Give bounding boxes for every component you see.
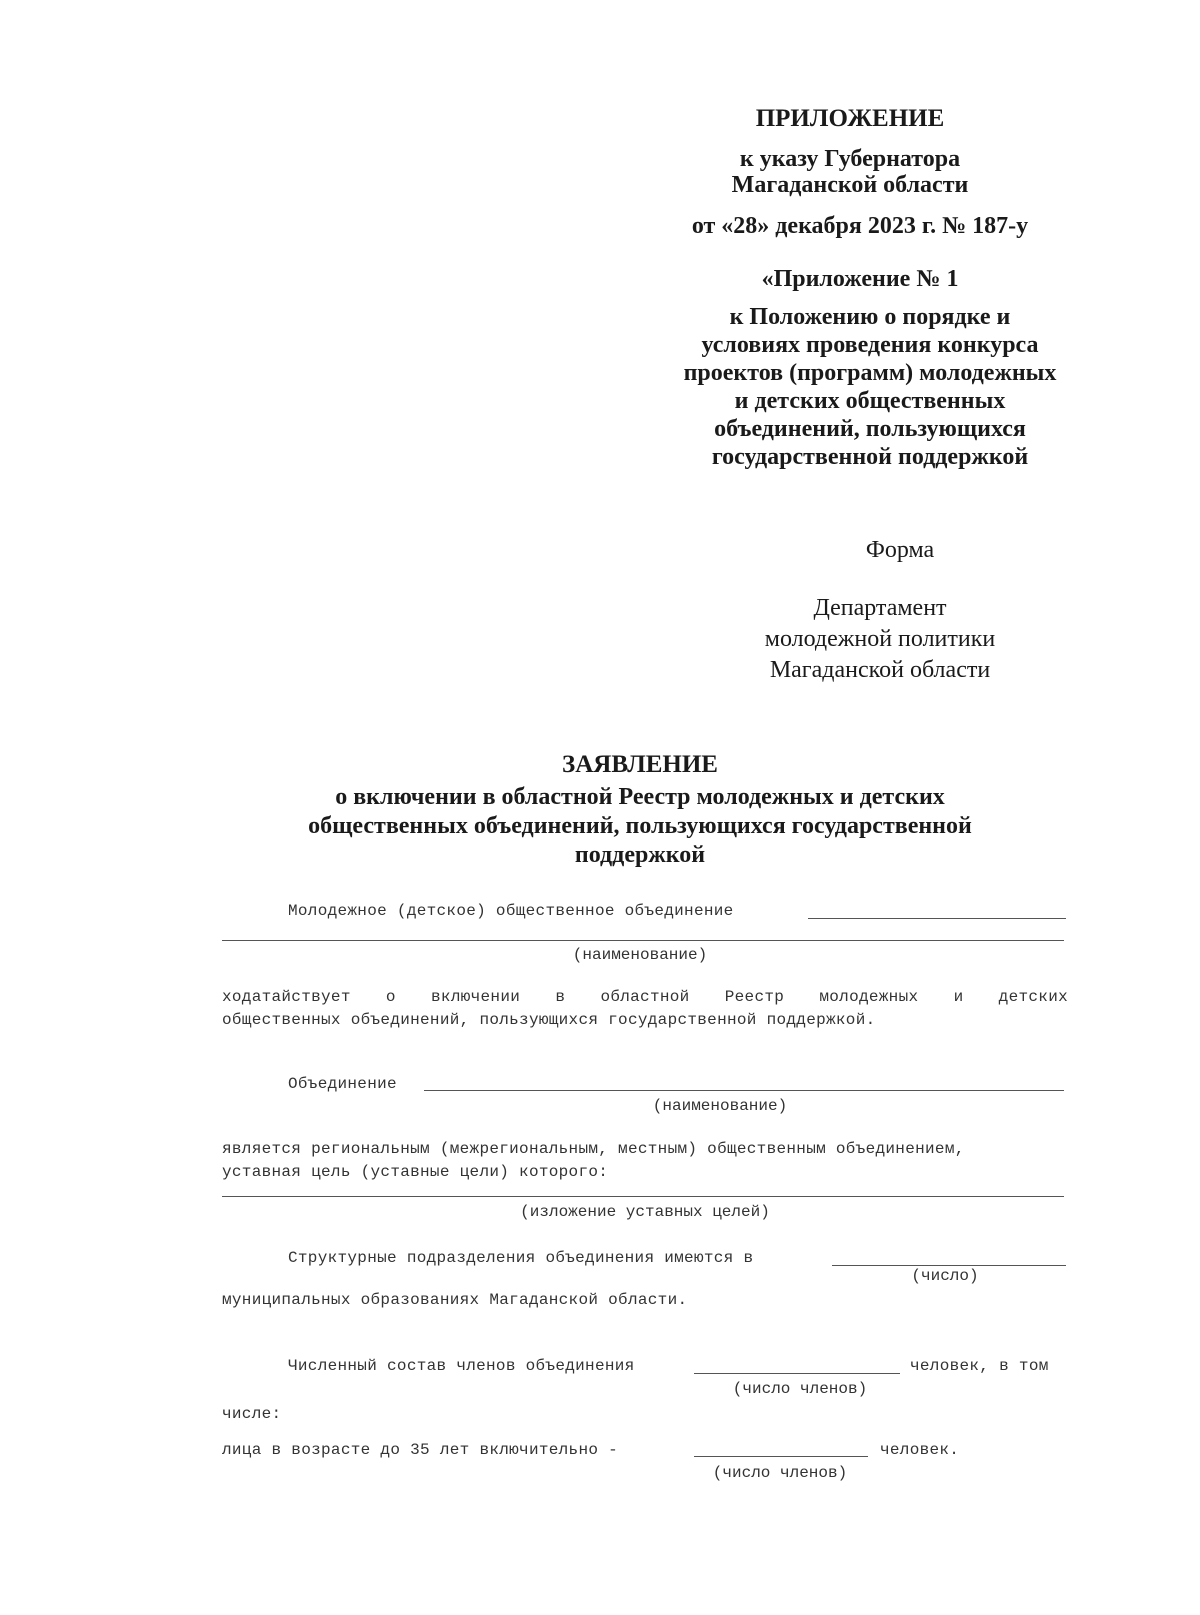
subdivisions-count-field[interactable] <box>832 1265 1066 1266</box>
petition-text-line-1: ходатайствует о включении в областной Реестр молодежных и детских <box>222 988 1068 1006</box>
regulation-line: к Положению о порядке и <box>729 304 1011 330</box>
subdivisions-count-caption: (число) <box>911 1267 979 1285</box>
youth-members-count-caption: (число членов) <box>712 1464 848 1482</box>
organization-name-field[interactable] <box>808 918 1066 919</box>
subdivisions-tail: муниципальных образованиях Магаданской области. <box>222 1291 688 1309</box>
membership-count-field[interactable] <box>694 1373 900 1374</box>
addressee-line: Магаданской области <box>769 657 991 683</box>
subtitle-line: поддержкой <box>574 842 706 868</box>
addressee-line: молодежной политики <box>764 626 996 652</box>
youth-members-label: лица в возрасте до 35 лет включительно - <box>222 1441 619 1459</box>
youth-members-suffix: человек. <box>880 1441 960 1459</box>
association-name-caption: (наименование) <box>652 1097 788 1115</box>
regulation-line: и детских общественных <box>734 388 1006 414</box>
regulation-line: условиях проведения конкурса <box>701 332 1039 358</box>
decree-line-2: Магаданской области <box>731 172 969 198</box>
addressee-line: Департамент <box>813 595 947 621</box>
membership-label: Численный состав членов объединения <box>288 1357 635 1375</box>
regulation-block <box>640 303 1100 471</box>
regulation-line: проектов (программ) молодежных <box>683 360 1057 386</box>
regulation-line: объединений, пользующихся <box>714 416 1026 442</box>
statement-title: ЗАЯВЛЕНИЕ <box>562 751 718 778</box>
sub-appendix-title: «Приложение № 1 <box>761 266 959 292</box>
addressee-block <box>720 593 1040 686</box>
organization-name-field-continued[interactable] <box>222 940 1064 941</box>
subdivisions-label: Структурные подразделения объединения имеются в <box>288 1249 754 1267</box>
membership-count-caption: (число членов) <box>732 1380 868 1398</box>
youth-members-count-field[interactable] <box>694 1456 868 1457</box>
status-text-line-2: уставная цель (уставные цели) которого: <box>222 1163 609 1181</box>
status-text-line-1: является региональным (межрегиональным, местным) общественным объединением, <box>222 1140 965 1158</box>
statement-subtitle <box>200 783 1080 870</box>
organization-label: Молодежное (детское) общественное объединение <box>288 902 734 920</box>
statutory-goals-field[interactable] <box>222 1196 1064 1197</box>
membership-suffix: человек, в том <box>910 1357 1049 1375</box>
regulation-line: государственной поддержкой <box>711 444 1029 470</box>
decree-date: от «28» декабря 2023 г. № 187-у <box>691 213 1029 239</box>
statutory-goals-caption: (изложение уставных целей) <box>520 1203 770 1221</box>
subtitle-line: о включении в областной Реестр молодежных и детских <box>335 784 945 810</box>
membership-tail: числе: <box>222 1405 282 1423</box>
association-label: Объединение <box>288 1075 397 1093</box>
petition-text-line-2: общественных объединений, пользующихся государственной поддержкой. <box>222 1011 876 1029</box>
form-label: Форма <box>865 537 935 563</box>
association-name-field[interactable] <box>424 1090 1064 1091</box>
subtitle-line: общественных объединений, пользующихся государственной <box>308 813 972 839</box>
appendix-title: ПРИЛОЖЕНИЕ <box>755 105 945 132</box>
decree-line-1: к указу Губернатора <box>739 146 961 172</box>
organization-name-caption: (наименование) <box>572 946 708 964</box>
